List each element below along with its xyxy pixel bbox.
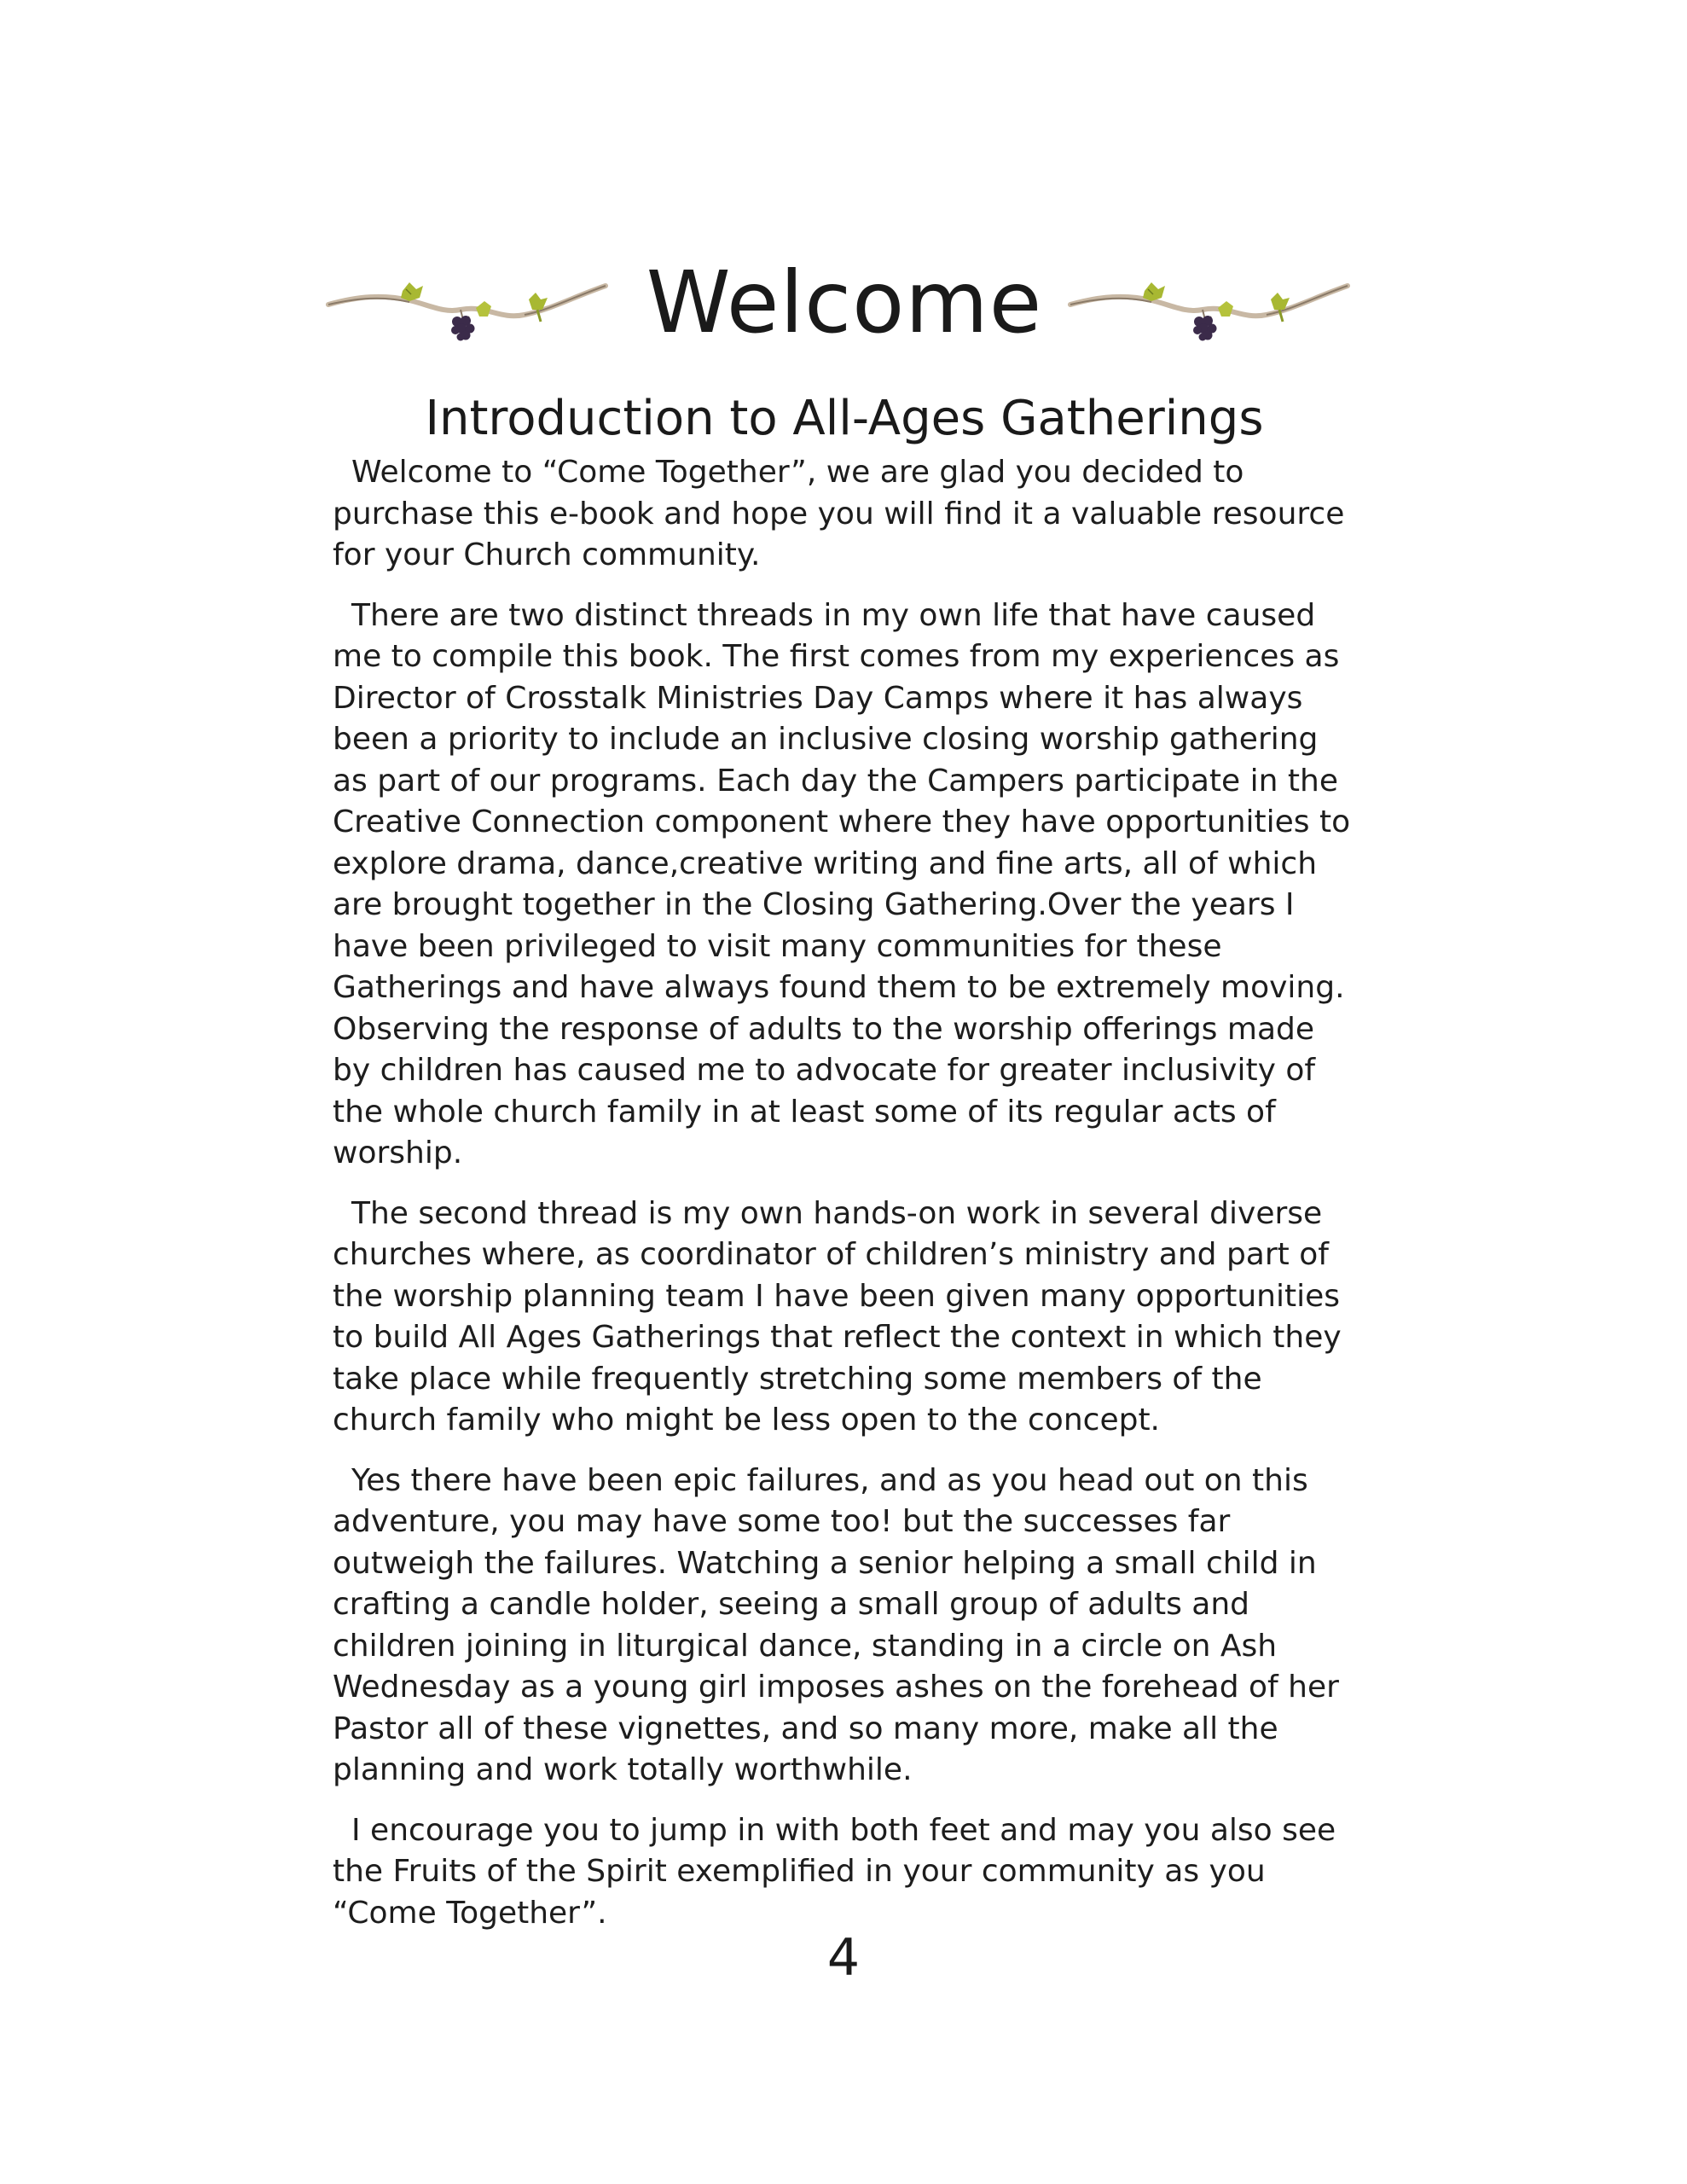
- paragraph-second-thread: The second thread is my own hands-on work in several diverse churches where, as coordinator of children’s ministry and part of the worship planning team I have been given many opportunities to build All Ages Gatherings that reflect the context in which they take place while frequently stretching some members of the church family who might be less open to the concept.: [333, 1195, 1342, 1438]
- paragraph-first-thread: There are two distinct threads in my own life that have caused me to compile this book. The first comes from my experiences as Director of Crosstalk Ministries Day Camps where it has always been a priority to include an inclusive closing worship gathering as part of our programs. Each day the Campers participate in the Creative Connection component where they have opportunities to explore drama, dance,creative writing and fine arts, all of which are brought together in the Closing Gathering.Over the years I have been privileged to visit many communities for these Gatherings and have always found them to be extremely moving. Observing the response of adults to the worship offerings made by children has caused me to advocate for greater inclusivity of the whole church family in at least some of its regular acts of worship.: [333, 597, 1351, 1170]
- section-subtitle: Introduction to All-Ages Gatherings: [425, 391, 1264, 446]
- grapevine-ornament-left-icon: [324, 260, 623, 346]
- grapevine-ornament-right-icon: [1066, 260, 1365, 346]
- page-title: Welcome: [646, 253, 1043, 352]
- paragraph-intro: Welcome to “Come Together”, we are glad you decided to purchase this e-book and hope you will find it a valuable resource for your Church community.: [333, 455, 1345, 572]
- title-row: [333, 239, 1356, 367]
- paragraph-encouragement: I encourage you to jump in with both feet and may you also see the Fruits of the Spirit exemplified in your community as you “Come Together”.: [333, 1812, 1336, 1931]
- body-text: [333, 452, 1358, 1953]
- paragraph-failures-successes: Yes there have been epic failures, and as you head out on this adventure, you may have some too! but the successes far outweigh the failures. Watching a senior helping a small child in crafting a candle holder, seeing a small group of adults and children joining in liturgical dance, standing in a circle on Ash Wednesday as a young girl imposes ashes on the forehead of her Pastor all of these vignettes, and so many more, make all the planning and work totally worthwhile.: [333, 1462, 1339, 1787]
- page-number: 4: [826, 1928, 861, 1988]
